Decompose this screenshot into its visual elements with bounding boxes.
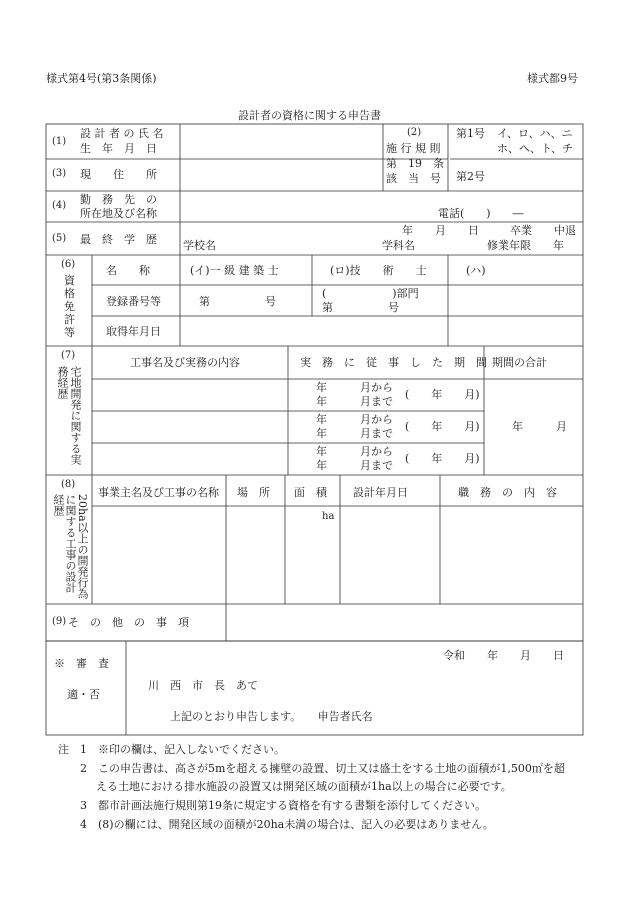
note-3: 3 都市計画法施行規則第19条に規定する資格を有する書類を添付してください。 <box>80 799 486 812</box>
addressee: 川 西 市 長 あて <box>148 679 258 692</box>
row1-number: (1) <box>52 136 67 147</box>
row4-label2: 所在地及び名称 <box>80 207 157 220</box>
design-date-header: 設計年月日 <box>353 486 408 499</box>
option-professional-engineer: (ロ)技 術 士 <box>330 264 427 277</box>
declaration-text: 上記のとおり申告します。 申告者氏名 <box>170 710 373 723</box>
work-period-header: 実 務 に 従 事 し た 期 間 <box>300 356 487 369</box>
row8-number: (8) <box>61 479 76 490</box>
work-content-header: 工事名及び実務の内容 <box>130 356 240 369</box>
note-2-line1: 2 この申告書は、高さが5mを超える擁壁の設置、切土又は盛土をする土地の面積が1,500㎡を超 <box>80 762 565 775</box>
department-label: 学科名 <box>382 239 415 252</box>
option-other: (ハ) <box>466 264 486 277</box>
period1-duration: ( 年 月) <box>405 388 480 401</box>
area-header: 面 積 <box>294 486 327 499</box>
row2-number: (2) <box>407 127 422 138</box>
row6-number: (6) <box>61 259 76 270</box>
option-first-class-architect: (イ)一 級 建 築 士 <box>190 264 279 277</box>
period3-duration: ( 年 月) <box>405 452 480 465</box>
item1-label: 第1号 <box>456 127 485 140</box>
project-name-header: 事業主名及び工事の名称 <box>98 486 219 499</box>
engineer-number: 第 号 <box>322 301 399 314</box>
row1-label-birth: 生 年 月 日 <box>80 142 157 155</box>
acquisition-date-label: 取得年月日 <box>106 325 161 338</box>
form-number: 様式第4号(第3条関係) <box>46 72 157 85</box>
registration-number-value: 第 号 <box>199 295 276 308</box>
period1-from: 年 月から <box>316 381 393 394</box>
form-number-alt: 様式都9号 <box>527 72 578 85</box>
review-label: ※ 審 査 <box>54 657 109 670</box>
item1-options-b: ホ、ヘ、ト、チ <box>497 142 574 155</box>
row1-label-name: 設 計 者 の 氏 名 <box>80 127 164 140</box>
row7-number: (7) <box>61 350 76 361</box>
period1-to: 年 月まで <box>316 395 393 408</box>
note-2-line2: える土地における排水施設の設置又は開発区域の面積が1ha以上の場合に必要です。 <box>96 780 512 793</box>
school-name-label: 学校名 <box>183 239 216 252</box>
study-years-label: 修業年限 年 <box>487 239 564 252</box>
period2-duration: ( 年 月) <box>405 420 480 433</box>
graduation-status: 卒業 中退 <box>510 224 576 237</box>
area-unit: ha <box>322 511 335 522</box>
education-date: 年 月 日 <box>402 224 479 237</box>
location-header: 場 所 <box>237 486 270 499</box>
row7-side-label: 宅地開発に関する実務経歴 <box>56 366 82 465</box>
row3-number: (3) <box>52 168 67 179</box>
row6-side-label: 資格免許等 <box>64 274 75 339</box>
note-1: 注 1 ※印の欄は、記入しないでください。 <box>58 743 285 756</box>
period2-to: 年 月まで <box>316 427 393 440</box>
period2-from: 年 月から <box>316 413 393 426</box>
row9-number: (9) <box>52 616 67 627</box>
row2-label2: 第 19 条 <box>386 157 444 170</box>
row4-label1: 勤 務 先 の <box>80 193 157 206</box>
page-title: 設計者の資格に関する申告書 <box>238 109 381 122</box>
row3-label: 現 住 所 <box>80 168 157 181</box>
declaration-date: 令和 年 月 日 <box>443 649 564 662</box>
row5-number: (5) <box>52 233 67 244</box>
row2-label3: 該 当 号 <box>386 172 441 185</box>
row4-number: (4) <box>52 200 67 211</box>
review-result-label: 適・否 <box>67 688 100 701</box>
qualification-name-label: 名 称 <box>106 264 150 277</box>
item2-label: 第2号 <box>456 170 485 183</box>
row5-label: 最 終 学 歴 <box>80 233 157 246</box>
row8-side-label: 20ha以上の開発行為に関する工事の設計経歴 <box>52 494 89 599</box>
period3-to: 年 月まで <box>316 459 393 472</box>
row2-label1: 施 行 規 則 <box>386 142 441 155</box>
note-4: 4 (8)の欄には、開発区域の面積が20ha未満の場合は、記入の必要はありません。 <box>80 818 494 831</box>
duty-content-header: 職 務 の 内 容 <box>458 486 557 499</box>
row9-label: そ の 他 の 事 項 <box>68 616 189 629</box>
period-total-header: 期間の合計 <box>492 356 547 369</box>
item1-options-a: イ、ロ、ハ、ニ <box>497 127 573 140</box>
registration-number-label: 登録番号等 <box>106 295 161 308</box>
engineer-department: ( )部門 <box>322 287 419 300</box>
period-total-value: 年 月 <box>512 420 567 433</box>
phone-field: 電話( ) ― <box>438 207 524 220</box>
period3-from: 年 月から <box>316 445 393 458</box>
